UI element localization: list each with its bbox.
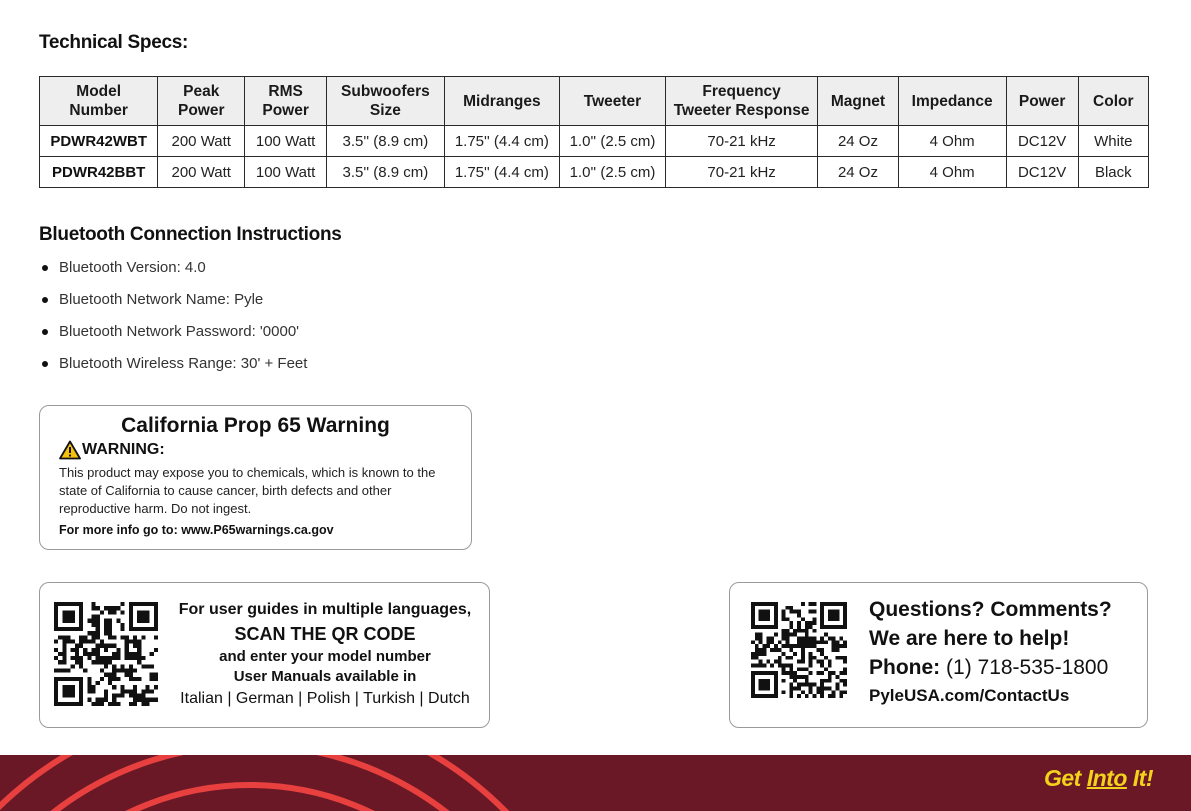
table-cell: 3.5'' (8.9 cm) <box>327 157 445 188</box>
list-item <box>42 348 307 380</box>
table-cell: 100 Watt <box>245 126 327 157</box>
specs-table <box>39 76 1149 188</box>
column-header <box>245 77 327 126</box>
column-header <box>40 77 158 126</box>
contact-line-2: We are here to help! <box>869 627 1070 650</box>
table-cell: 70-21 kHz <box>665 157 817 188</box>
table-cell: 24 Oz <box>818 126 898 157</box>
table-cell: 4 Ohm <box>898 126 1006 157</box>
specs-header-row <box>40 77 1149 126</box>
list-item <box>42 284 307 316</box>
specs-heading: Technical Specs: <box>39 32 189 53</box>
column-header <box>1078 77 1148 126</box>
separator: | <box>414 690 429 707</box>
column-header-text: Impedance <box>911 92 993 110</box>
qr-code-icon[interactable] <box>54 602 158 706</box>
list-item-text: Bluetooth Network Name: Pyle <box>59 291 264 308</box>
column-header-text: Frequency <box>702 83 781 100</box>
qr-code-icon[interactable] <box>751 602 847 698</box>
bullet-icon <box>42 329 48 335</box>
contact-line-1: Questions? Comments? <box>869 598 1112 621</box>
column-header-text: Subwoofers <box>341 83 430 100</box>
column-header <box>1006 77 1078 126</box>
table-cell: 1.75'' (4.4 cm) <box>444 126 559 157</box>
column-header <box>818 77 898 126</box>
phone-number[interactable]: (1) 718-535-1800 <box>946 656 1109 679</box>
column-header-text: Color <box>1093 92 1134 110</box>
table-cell: 3.5'' (8.9 cm) <box>327 126 445 157</box>
column-header-text: Power <box>262 102 309 119</box>
prop65-warning-box <box>39 405 472 550</box>
table-cell: 4 Ohm <box>898 157 1006 188</box>
column-header <box>158 77 245 126</box>
specs-table-body <box>40 126 1149 188</box>
column-header-text: Size <box>369 102 401 119</box>
column-header-text: Model <box>76 83 122 100</box>
contact-box <box>729 582 1148 728</box>
table-cell: 24 Oz <box>818 157 898 188</box>
column-header-text: Tweeter Response <box>673 102 810 119</box>
column-header <box>898 77 1006 126</box>
phone-line <box>869 653 1112 682</box>
prop65-title: California Prop 65 Warning <box>121 414 390 437</box>
footer-arcs-decoration <box>0 755 700 811</box>
languages-line <box>170 687 480 711</box>
language-item: Italian <box>180 690 223 707</box>
list-item-text: Bluetooth Wireless Range: 30' + Feet <box>59 355 308 372</box>
bullet-icon <box>42 297 48 303</box>
column-header-text: Peak <box>183 83 220 100</box>
column-header <box>560 77 666 126</box>
bullet-icon <box>42 361 48 367</box>
column-header-text: Magnet <box>830 92 886 110</box>
table-cell: Black <box>1078 157 1148 188</box>
language-item: Polish <box>306 690 351 707</box>
list-item <box>42 252 307 284</box>
column-header-text: Tweeter <box>583 92 642 110</box>
table-cell: 200 Watt <box>158 157 245 188</box>
table-cell: 70-21 kHz <box>665 126 817 157</box>
column-header <box>444 77 559 126</box>
list-item-text: Bluetooth Version: 4.0 <box>59 259 206 276</box>
table-cell: 200 Watt <box>158 126 245 157</box>
bluetooth-list <box>42 252 307 380</box>
contact-url-link[interactable]: PyleUSA.com/ContactUs <box>869 686 1070 705</box>
model-number-cell: PDWR42BBT <box>40 157 158 188</box>
table-cell: 1.0'' (2.5 cm) <box>560 157 666 188</box>
separator: | <box>350 690 364 707</box>
bluetooth-heading: Bluetooth Connection Instructions <box>39 224 342 245</box>
language-item: Turkish <box>363 690 415 707</box>
table-row <box>40 157 1149 188</box>
warning-label: WARNING: <box>82 441 165 458</box>
table-row <box>40 126 1149 157</box>
column-header-text: Midranges <box>463 92 541 110</box>
warning-line <box>59 440 165 460</box>
column-header <box>665 77 817 126</box>
guides-line-1: For user guides in multiple languages, <box>178 601 472 618</box>
warning-triangle-icon <box>59 440 81 460</box>
table-cell: DC12V <box>1006 126 1078 157</box>
table-cell: 1.0'' (2.5 cm) <box>560 126 666 157</box>
list-item-text: Bluetooth Network Password: '0000' <box>59 323 300 340</box>
prop65-more-info: For more info go to: www.P65warnings.ca.gov <box>59 523 334 537</box>
column-header-text: Number <box>69 102 128 119</box>
column-header-text: RMS <box>268 83 303 100</box>
column-header-text: Power <box>1018 92 1066 110</box>
guides-line-3: and enter your model number <box>219 648 431 665</box>
guides-line-4: User Manuals available in <box>233 668 417 685</box>
column-header <box>327 77 445 126</box>
language-item: German <box>235 690 294 707</box>
table-cell: White <box>1078 126 1148 157</box>
bullet-icon <box>42 265 48 271</box>
phone-label: Phone: <box>869 656 941 679</box>
scan-qr-line: SCAN THE QR CODE <box>234 624 416 644</box>
brand-tagline: Get Into It! <box>1044 765 1153 791</box>
separator: | <box>222 690 236 707</box>
language-item: Dutch <box>428 690 470 707</box>
table-cell: 100 Watt <box>245 157 327 188</box>
list-item <box>42 316 307 348</box>
user-guides-box <box>39 582 490 728</box>
prop65-body: This product may expose you to chemicals, which is known to the state of California to cause cancer, birth defects and other reproductive harm. Do not ingest. <box>59 465 436 516</box>
table-cell: DC12V <box>1006 157 1078 188</box>
table-cell: 1.75'' (4.4 cm) <box>444 157 559 188</box>
column-header-text: Power <box>177 102 225 119</box>
model-number-cell: PDWR42WBT <box>40 126 158 157</box>
separator: | <box>293 690 307 707</box>
footer-band <box>0 755 1191 811</box>
